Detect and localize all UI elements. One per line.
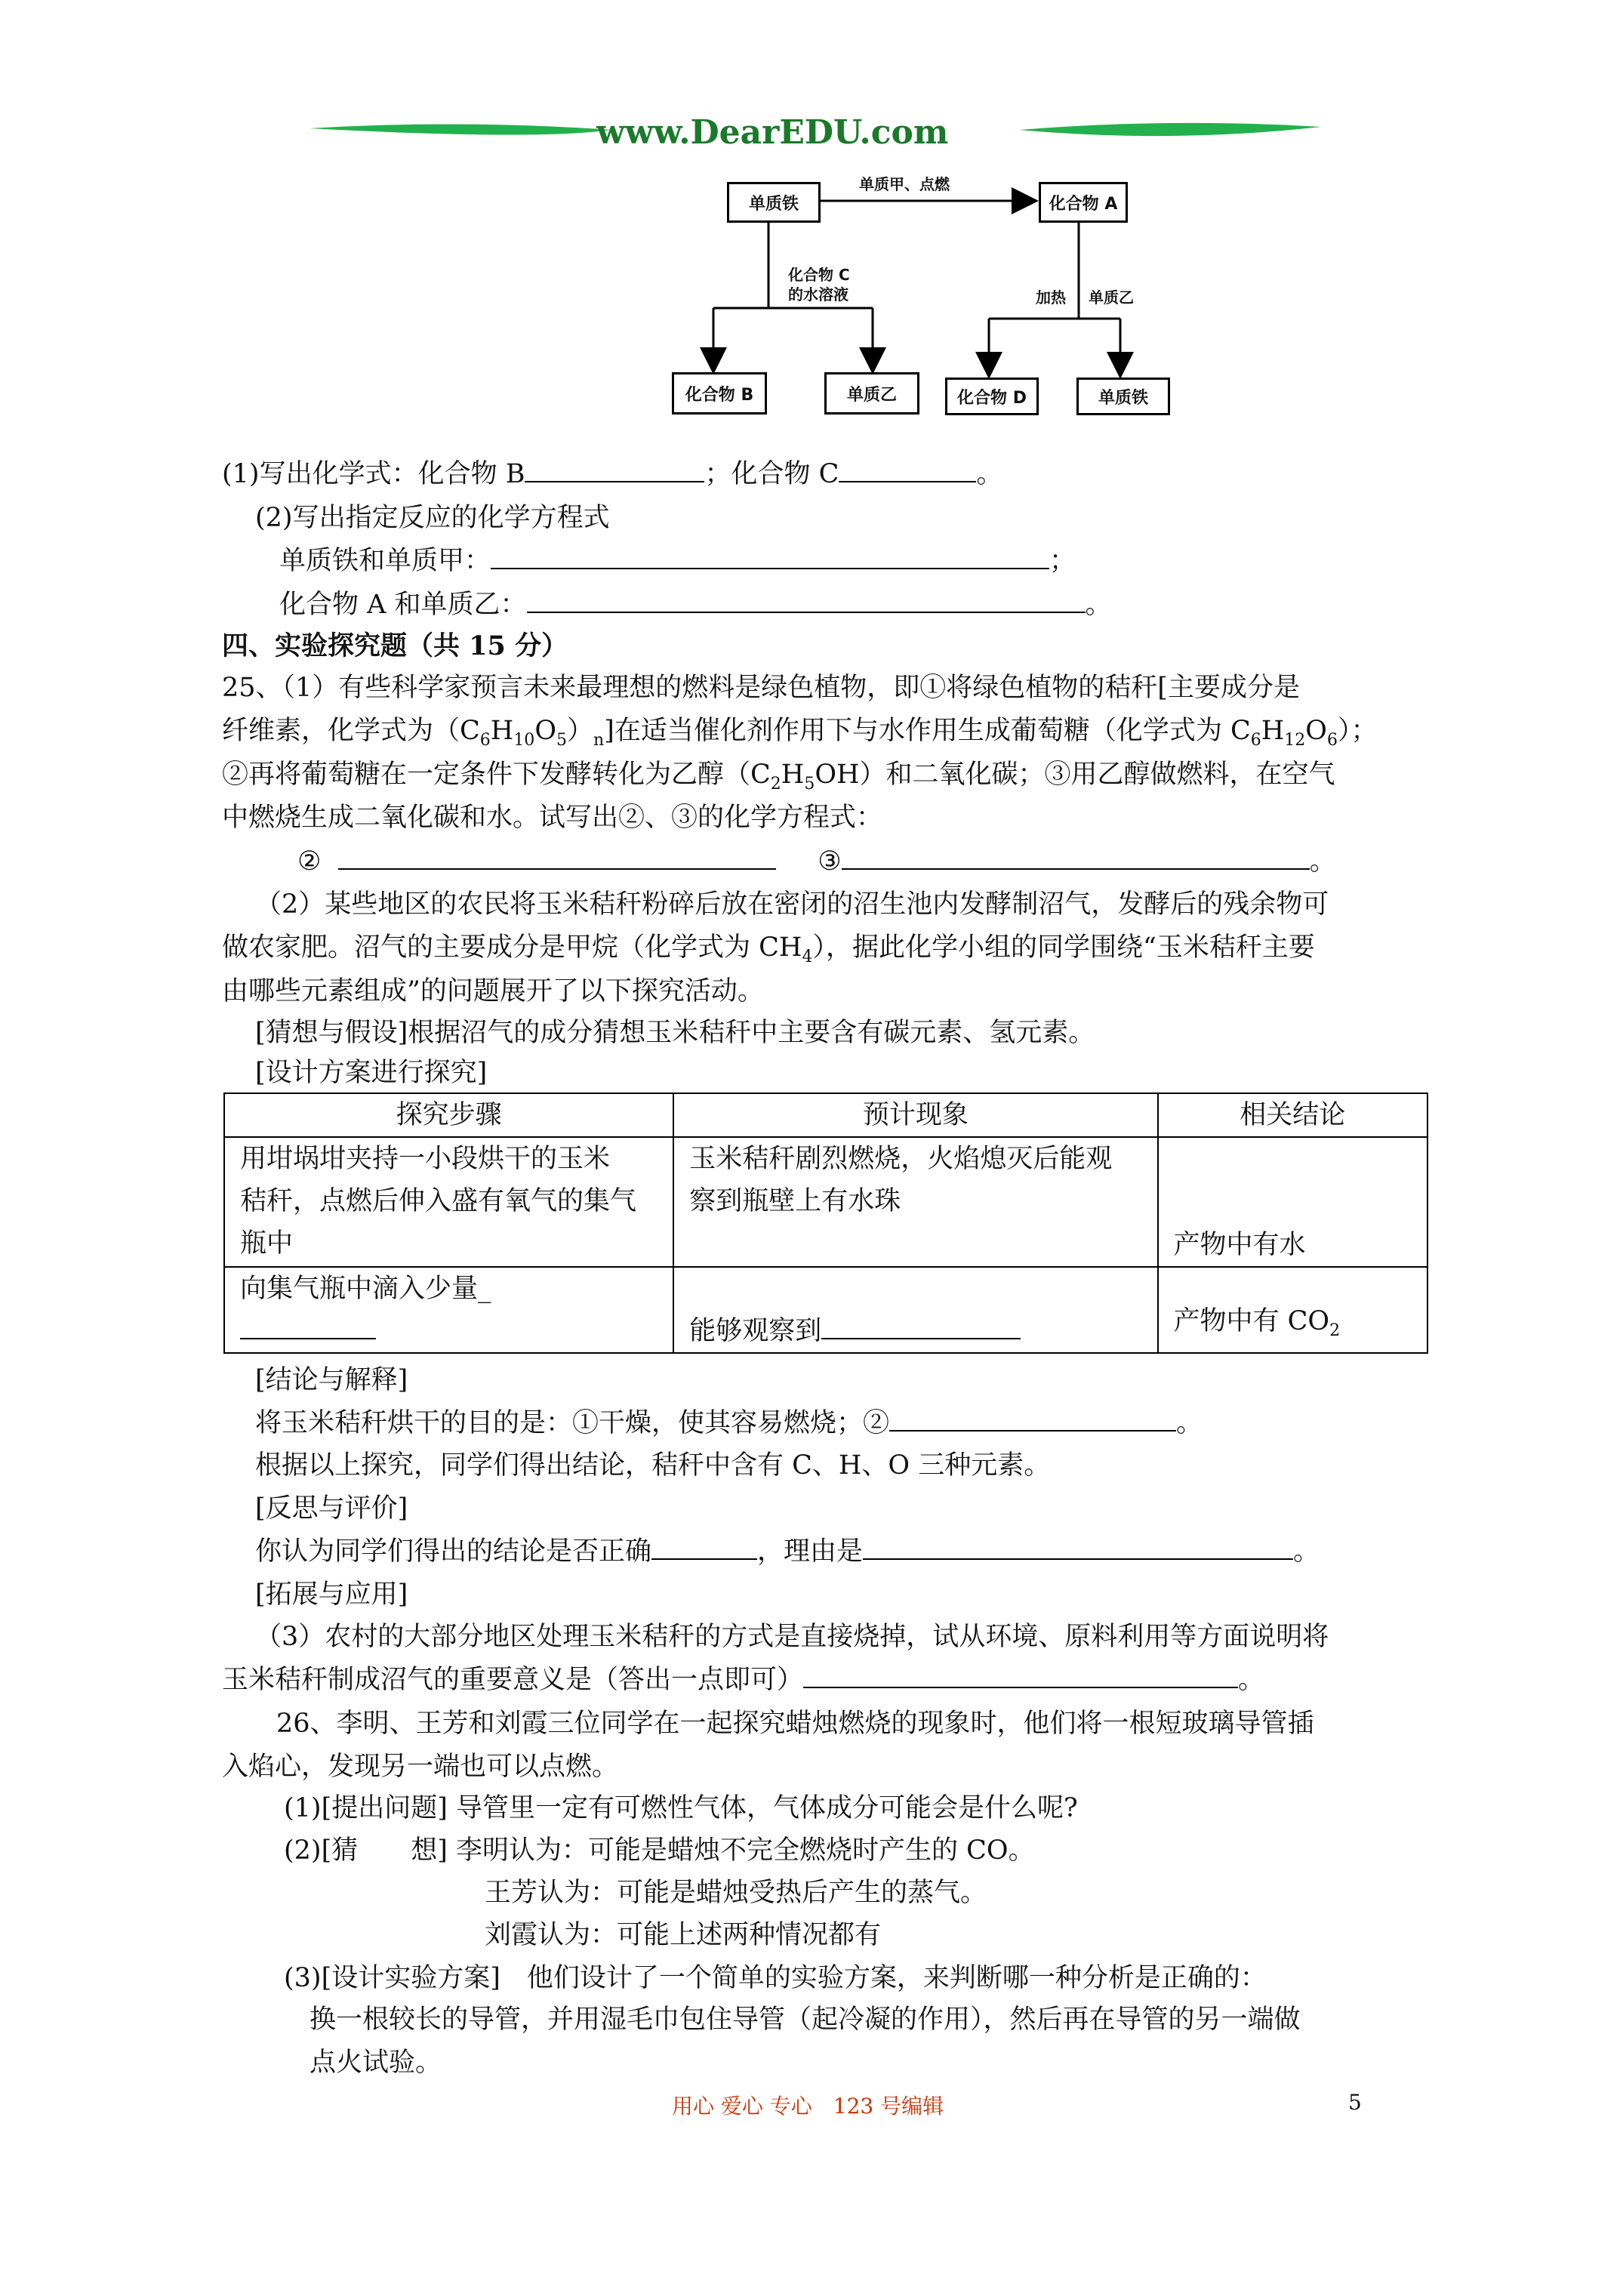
answer-blank-a-yi[interactable] xyxy=(527,589,1086,613)
q26-line2: 入焰心，发现另一端也可以点燃。 xyxy=(222,1752,619,1782)
expand-title: [拓展与应用] xyxy=(255,1579,408,1610)
q25-part3-line2: 玉米秸秆制成沼气的重要意义是（答出一点即可） 。 xyxy=(222,1665,1265,1695)
q24-part4 xyxy=(279,587,1112,622)
guess-text: [猜想与假设]根据沼气的成分猜想玉米秸秆中主要含有碳元素、氢元素。 xyxy=(255,1018,1095,1048)
table-cell: 用坩埚坩夹持一小段烘干的玉米 秸秆，点燃后伸入盛有氧气的集气 瓶中 xyxy=(224,1137,673,1267)
answer-blank-purpose[interactable] xyxy=(889,1407,1176,1432)
q24-part3-end: ； xyxy=(1049,546,1076,576)
answer-blank-reason[interactable] xyxy=(863,1536,1293,1560)
section-title: 四、实验探究题（共 15 分） xyxy=(222,630,568,661)
table-row xyxy=(224,1137,1427,1267)
table-header: 预计现象 xyxy=(673,1093,1157,1137)
q26-line4: (2)[猜 想] 李明认为：可能是蜡烛不完全燃烧时产生的 CO。 xyxy=(284,1835,1035,1866)
table-row xyxy=(224,1267,1427,1353)
q25-line2: 纤维素，化学式为$(C_6H_{10}O_5)_n$]在适当催化剂作用下与水作用生成葡萄糖（化学式为 $C_6H_{12}O_6$）； xyxy=(222,716,1378,750)
table-header: 相关结论 xyxy=(1158,1093,1428,1137)
q26-line3: (1)[提出问题] 导管里一定有可燃性气体，气体成分可能会是什么呢? xyxy=(284,1793,1078,1823)
table-header: 探究步骤 xyxy=(224,1093,673,1137)
q25-part2-line2: 做农家肥。沼气的主要成分是甲烷（化学式为 $CH_4$），据此化学小组的同学围绕“玉米秸秆主要 xyxy=(222,932,1315,966)
site-title[interactable]: www.DearEDU.com xyxy=(596,113,949,152)
node-compound-d: 化合物 D xyxy=(945,378,1039,415)
experiment-table xyxy=(223,1093,1428,1354)
q26-line7: (3)[设计实验方案] 他们设计了一个简单的实验方案，来判断哪一种分析是正确的： xyxy=(284,1963,1267,1993)
answer-blank-correct[interactable] xyxy=(651,1536,757,1560)
q26-line9: 点火试验。 xyxy=(310,2048,442,2078)
edge-label-top: 单质甲、点燃 xyxy=(859,175,950,193)
edge-label-heat: 加热 xyxy=(1036,288,1066,307)
reflect-line: 你认为同学们得出的结论是否正确 ，理由是 。 xyxy=(255,1536,1320,1567)
edge-label-left-1: 化合物 C xyxy=(788,266,850,284)
node-element-yi: 单质乙 xyxy=(824,372,919,415)
q24-part1-mid: ；化合物 C xyxy=(704,459,839,489)
q25-part2-line3: 由哪些元素组成”的问题展开了以下探究活动。 xyxy=(222,976,764,1006)
node-compound-b: 化合物 B xyxy=(672,372,767,415)
answer-blank-eq3[interactable] xyxy=(842,846,1310,870)
answer-blank-observe[interactable] xyxy=(821,1315,1021,1339)
q25-line3: ②再将葡萄糖在一定条件下发酵转化为乙醇$(C_2H_5OH)$和二氧化碳；③用乙醇做燃料，在空气 xyxy=(222,760,1335,794)
q24-part3 xyxy=(279,544,1076,578)
table-cell: 产物中有 $CO_2$ xyxy=(1158,1267,1428,1353)
q26-line5: 王芳认为：可能是蜡烛受热后产生的蒸气。 xyxy=(485,1878,987,1908)
edge-label-left-2: 的水溶液 xyxy=(788,285,848,304)
node-iron: 单质铁 xyxy=(727,182,821,223)
conclusion-title: [结论与解释] xyxy=(255,1365,408,1395)
table-cell: 玉米秸秆剧烈燃烧，火焰熄灭后能观 察到瓶壁上有水珠 xyxy=(673,1137,1157,1267)
table-cell: 产物中有水 xyxy=(1158,1137,1428,1267)
node-iron-2: 单质铁 xyxy=(1076,378,1170,415)
answer-blank-compound-c[interactable] xyxy=(839,458,976,482)
q24-part1-text: (1)写出化学式：化合物 B xyxy=(222,459,525,489)
answer-blank-compound-b[interactable] xyxy=(525,458,704,482)
q25-part2-line1: （2）某些地区的农民将玉米秸秆粉碎后放在密闭的沼生池内发酵制沼气，发酵后的残余物可 xyxy=(255,889,1329,920)
page-number: 5 xyxy=(1348,2090,1362,2115)
q25-part3-line1: （3）农村的大部分地区处理玉米秸秆的方式是直接烧掉，试从环境、原料利用等方面说明将 xyxy=(255,1622,1329,1652)
q25-line5: ② ③ 。 xyxy=(297,846,1336,877)
q26-line8: 换一根较长的导管，并用湿毛巾包住导管（起冷凝的作用），然后再在导管的另一端做 xyxy=(310,2005,1301,2035)
edge-label-yi: 单质乙 xyxy=(1089,288,1134,307)
q26-line6: 刘霞认为：可能上述两种情况都有 xyxy=(485,1920,882,1950)
q25-line4: 中燃烧生成二氧化碳和水。试写出②、③的化学方程式： xyxy=(222,803,883,833)
q26-line1: 26、李明、王芳和刘霞三位同学在一起探究蜡烛燃烧的现象时，他们将一根短玻璃导管插 xyxy=(276,1709,1314,1739)
footer-text: 用心 爱心 专心 123 号编辑 xyxy=(672,2094,944,2119)
q24-part1-end: 。 xyxy=(976,459,1003,489)
conclusion-line2: 根据以上探究，同学们得出结论，秸秆中含有 C、H、O 三种元素。 xyxy=(255,1450,1051,1481)
reflect-title: [反思与评价] xyxy=(255,1493,408,1524)
answer-blank-iron-jia[interactable] xyxy=(491,545,1049,569)
q24-part1 xyxy=(222,457,1002,492)
answer-blank-eq2[interactable] xyxy=(338,846,776,870)
answer-blank-reagent[interactable] xyxy=(240,1315,376,1339)
node-compound-a: 化合物 A xyxy=(1039,182,1128,223)
table-header-row xyxy=(224,1093,1427,1137)
conclusion-line1: 将玉米秸秆烘干的目的是：①干燥，使其容易燃烧；② 。 xyxy=(255,1408,1203,1438)
q25-line1: 25、（1）有些科学家预言未来最理想的燃料是绿色植物，即①将绿色植物的秸秆[主要成分是 xyxy=(222,673,1300,703)
design-title: [设计方案进行探究] xyxy=(255,1058,488,1088)
table-cell: 能够观察到 xyxy=(673,1267,1157,1353)
diagram-arrows xyxy=(0,0,1623,453)
q24-part2: (2)写出指定反应的化学方程式 xyxy=(255,503,610,533)
table-cell: 向集气瓶中滴入少量_ xyxy=(224,1267,673,1353)
answer-blank-significance[interactable] xyxy=(803,1664,1238,1688)
q24-part4-text: 化合物 A 和单质乙： xyxy=(279,590,527,620)
q24-part4-end: 。 xyxy=(1085,590,1112,620)
q24-part3-text: 单质铁和单质甲： xyxy=(279,546,491,576)
